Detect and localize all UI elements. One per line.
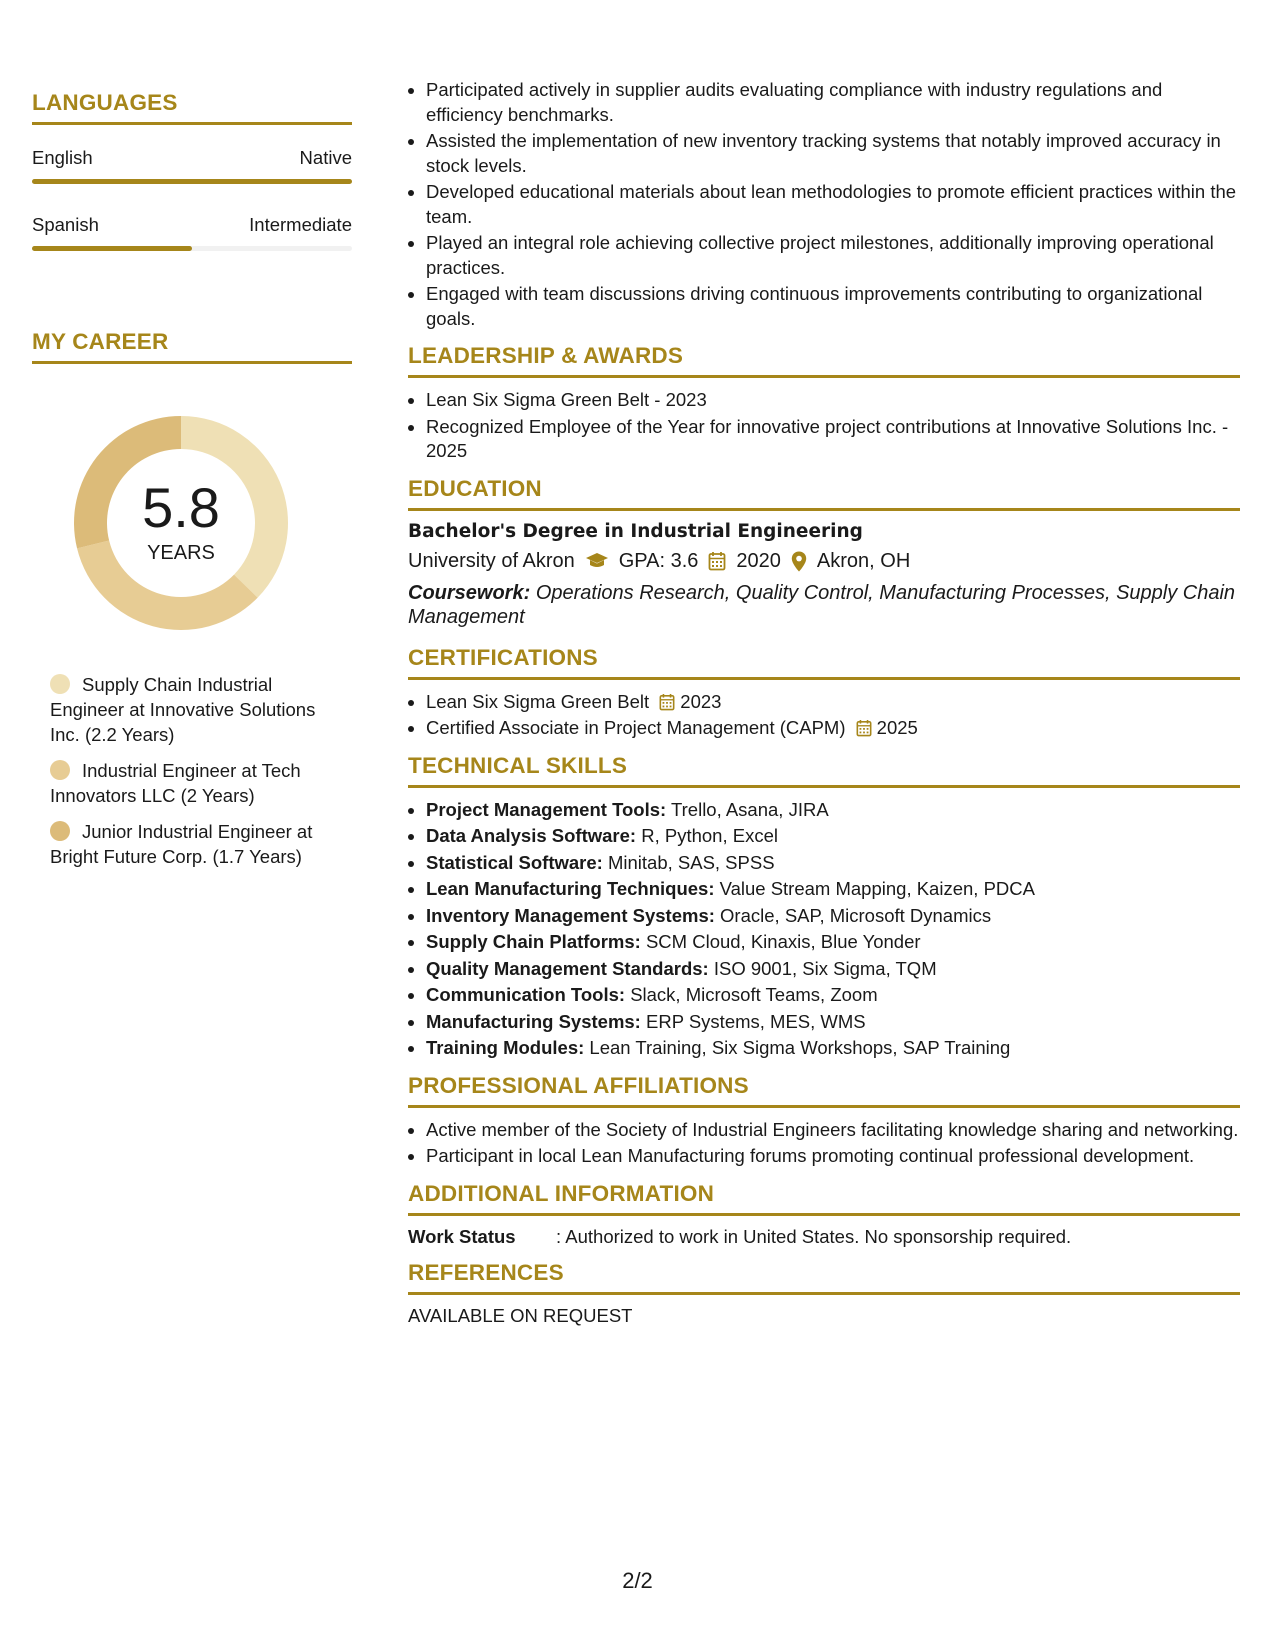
- list-item: • Participated actively in supplier audits evaluating compliance with industry regulations and efficiency benchmarks.: [426, 78, 1240, 127]
- skill-value: Oracle, SAP, Microsoft Dynamics: [720, 904, 992, 926]
- languages-title: LANGUAGES: [32, 90, 352, 125]
- skill-value: Value Stream Mapping, Kaizen, PDCA: [719, 878, 1035, 899]
- skill-label: Lean Manufacturing Techniques:: [426, 878, 715, 899]
- calendar-icon: [708, 551, 726, 571]
- skill-label: Training Modules:: [426, 1037, 585, 1058]
- skill-label: Quality Management Standards:: [426, 957, 709, 979]
- language-bar-fill: [32, 246, 192, 251]
- skill-label: Inventory Management Systems:: [426, 904, 715, 926]
- cert-year: 2023: [680, 690, 722, 712]
- list-item: [426, 716, 1240, 741]
- list-item: • Played an integral role achieving collective project milestones, additionally improving operational practices.: [426, 231, 1240, 280]
- skills-section: [408, 753, 1240, 1061]
- language-bar-fill: [32, 179, 352, 184]
- experience-bullets: [408, 78, 1240, 331]
- legend-label: Junior Industrial Engineer at Bright Future Corp. (1.7 Years): [50, 821, 313, 867]
- education-title: EDUCATION: [408, 476, 1240, 511]
- list-item: [426, 690, 1240, 715]
- skill-value: Minitab, SAS, SPSS: [607, 851, 775, 873]
- education-section: [408, 476, 1240, 629]
- school-name: University of Akron: [408, 549, 575, 572]
- language-name: Spanish: [32, 214, 99, 235]
- cert-name: Certified Associate in Project Management (CAPM): [426, 717, 846, 738]
- skill-label: Manufacturing Systems:: [426, 1010, 641, 1032]
- career-title: MY CAREER: [32, 329, 352, 364]
- skill-value: ISO 9001, Six Sigma, TQM: [713, 957, 937, 979]
- certifications-title: CERTIFICATIONS: [408, 645, 1240, 680]
- references-section: [408, 1260, 1240, 1327]
- leadership-title: LEADERSHIP & AWARDS: [408, 343, 1240, 378]
- gpa: GPA: 3.6: [618, 549, 699, 572]
- graduation-year: 2020: [736, 549, 781, 572]
- language-bar: [32, 246, 352, 251]
- coursework-label: Coursework:: [408, 581, 531, 604]
- career-legend-item: [50, 758, 350, 808]
- language-level: Intermediate: [249, 214, 352, 235]
- skill-label: Communication Tools:: [426, 984, 626, 1005]
- work-status-row: [408, 1226, 1240, 1248]
- legend-label: Industrial Engineer at Tech Innovators LLC (2 Years): [50, 760, 301, 806]
- list-item: • Active member of the Society of Industrial Engineers facilitating knowledge sharing and networking.: [426, 1118, 1240, 1143]
- additional-title: ADDITIONAL INFORMATION: [408, 1181, 1240, 1216]
- skills-list: [408, 798, 1240, 1061]
- skill-value: Trello, Asana, JIRA: [671, 798, 829, 820]
- skill-value: ERP Systems, MES, WMS: [646, 1010, 866, 1032]
- list-item: • Assisted the implementation of new inventory tracking systems that notably improved accuracy in stock levels.: [426, 129, 1240, 178]
- career-unit: YEARS: [147, 542, 215, 564]
- legend-label: Supply Chain Industrial Engineer at Innovative Solutions Inc. (2.2 Years): [50, 674, 316, 745]
- list-item: • Developed educational materials about lean methodologies to promote efficient practices within the team.: [426, 180, 1240, 229]
- coursework-list: Operations Research, Quality Control, Manufacturing Processes, Supply Chain Management: [408, 581, 1236, 628]
- career-legend: [50, 672, 350, 869]
- skill-value: Lean Training, Six Sigma Workshops, SAP Training: [589, 1037, 1011, 1058]
- certifications-section: [408, 645, 1240, 741]
- list-item: • Participant in local Lean Manufacturing forums promoting continual professional development.: [426, 1144, 1240, 1169]
- language-item: [32, 147, 352, 184]
- skill-value: Slack, Microsoft Teams, Zoom: [630, 984, 878, 1005]
- skill-label: Project Management Tools:: [426, 798, 667, 820]
- references-text: AVAILABLE ON REQUEST: [408, 1304, 633, 1326]
- cert-name: Lean Six Sigma Green Belt: [426, 690, 650, 712]
- skill-item: [426, 798, 1240, 823]
- additional-section: [408, 1181, 1240, 1248]
- career-total: 5.8: [142, 476, 220, 539]
- work-status-value: : Authorized to work in United States. No sponsorship required.: [556, 1225, 1072, 1247]
- list-item: • Engaged with team discussions driving continuous improvements contributing to organizational goals.: [426, 282, 1240, 331]
- language-name: English: [32, 147, 93, 168]
- career-donut-chart: [66, 408, 296, 638]
- work-status-label: Work Status: [408, 1225, 516, 1247]
- calendar-icon: [659, 693, 675, 711]
- skill-label: Supply Chain Platforms:: [426, 931, 641, 952]
- skill-item: [426, 824, 1240, 849]
- degree-title: Bachelor's Degree in Industrial Engineering: [408, 520, 863, 542]
- skill-value: R, Python, Excel: [641, 825, 778, 846]
- skill-item: [426, 983, 1240, 1008]
- language-item: [32, 214, 352, 251]
- career-legend-item: [50, 672, 350, 747]
- career-legend-item: [50, 819, 350, 869]
- language-bar: [32, 179, 352, 184]
- language-level: Native: [299, 147, 352, 168]
- cert-year: 2025: [876, 717, 918, 738]
- legend-dot: [50, 674, 70, 694]
- references-title: REFERENCES: [408, 1260, 1240, 1295]
- skill-item: [426, 877, 1240, 902]
- skill-item: [426, 957, 1240, 982]
- location-pin-icon: [791, 551, 807, 572]
- skill-value: SCM Cloud, Kinaxis, Blue Yonder: [645, 931, 921, 952]
- skill-item: [426, 1010, 1240, 1035]
- education-details: [408, 550, 1240, 573]
- legend-dot: [50, 821, 70, 841]
- school-location: Akron, OH: [816, 549, 911, 572]
- graduation-cap-icon: [585, 552, 609, 570]
- skill-item: [426, 904, 1240, 929]
- skill-item: [426, 1036, 1240, 1061]
- sidebar: [32, 90, 352, 880]
- coursework: [408, 581, 1240, 629]
- calendar-icon: [856, 719, 872, 737]
- page-number: 2/2: [622, 1568, 653, 1593]
- skill-item: [426, 930, 1240, 955]
- skill-label: Statistical Software:: [426, 851, 603, 873]
- affiliations-title: PROFESSIONAL AFFILIATIONS: [408, 1073, 1240, 1108]
- affiliations-section: [408, 1073, 1240, 1169]
- career-section: [32, 329, 352, 869]
- leadership-section: [408, 343, 1240, 464]
- list-item: • Lean Six Sigma Green Belt - 2023: [426, 388, 1240, 413]
- list-item: • Recognized Employee of the Year for innovative project contributions at Innovative Solutions Inc. - 2025: [426, 415, 1240, 464]
- skill-item: [426, 851, 1240, 876]
- legend-dot: [50, 760, 70, 780]
- main-content: [408, 78, 1240, 1327]
- skills-title: TECHNICAL SKILLS: [408, 753, 1240, 788]
- skill-label: Data Analysis Software:: [426, 825, 637, 846]
